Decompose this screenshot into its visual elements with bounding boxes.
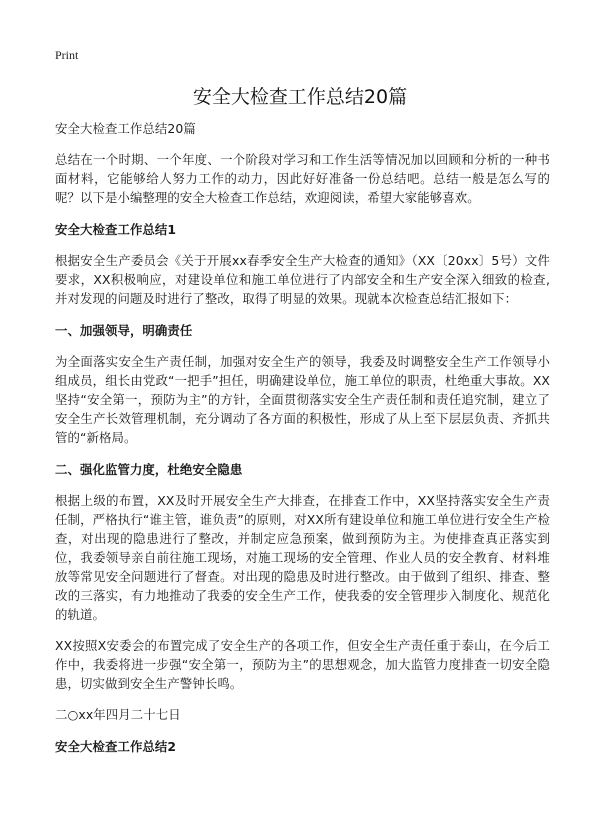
print-link[interactable]: Print <box>55 48 79 62</box>
section-heading-2: 一、加强领导，明确责任 <box>55 323 193 338</box>
document-subtitle: 安全大检查工作总结20篇 <box>55 121 196 136</box>
section-heading-3: 二、强化监管力度，杜绝安全隐患 <box>55 462 243 477</box>
document-date: 二○xx年四月二十七日 <box>55 707 181 722</box>
intro-paragraph: 总结在一个时期、一个年度、一个阶段对学习和工作生活等情况加以回顾和分析的一种书面材料，它能够给人努力工作的动力，因此好好准备一份总结吧。总结一般是怎么写的呢？以下是小编整理的安全大检查工作总结，欢迎阅读，希望大家能够喜欢。 <box>55 152 550 205</box>
section-paragraph-1: 根据安全生产委员会《关于开展xx春季安全生产大检查的通知》（XX〔20xx〕5号）文件要求，XX积极响应，对建设单位和施工单位进行了内部安全和生产安全深入细致的检查,并对发现的问题及时进行了整改，取得了明显的效果。现就本次检查总结汇报如下： <box>55 253 550 306</box>
next-section-heading: 安全大检查工作总结2 <box>55 739 177 754</box>
section-paragraph-2: 为全面落实安全生产责任制，加强对安全生产的领导，我委及时调整安全生产工作领导小组成员，组长由党政“一把手”担任，明确建设单位，施工单位的职责，杜绝重大事故。XX坚持“安全第一，预防为主”的方针，全面贯彻落实安全生产责任制和责任追究制，建立了安全生产长效管理机制，充分调动了各方面的积极性，形成了从上至下层层负责、齐抓共管的“新格局。 <box>55 354 550 445</box>
document-body <box>55 119 550 756</box>
document-title: 安全大检查工作总结20篇 <box>192 86 408 108</box>
section-paragraph-3b: XX按照X安委会的布置完成了安全生产的各项工作，但安全生产责任重于泰山，在今后工作中，我委将进一步强“安全第一，预防为主”的思想观念，加大监管力度排查一切安全隐患，切实做到安全生产警钟长鸣。 <box>55 638 550 691</box>
section-heading-1: 安全大检查工作总结1 <box>55 222 177 237</box>
section-paragraph-3: 根据上级的布置，XX及时开展安全生产大排查，在排查工作中，XX坚持落实安全生产责任制，严格执行“谁主管，谁负责”的原则，对XX所有建设单位和施工单位进行安全生产检查，对出现的隐患进行了整改，并制定应急预案，做到预防为主。为使排查真正落实到位，我委领导亲自前往施工现场，对施工现场的安全管理、作业人员的安全教育、材料堆放等常见安全问题进行了督查。对出现的隐患及时进行整改。由于做到了组织、排查、整改的三落实，有力地推动了我委的安全生产工作，使我委的安全管理步入制度化、规范化的轨道。 <box>55 493 550 622</box>
